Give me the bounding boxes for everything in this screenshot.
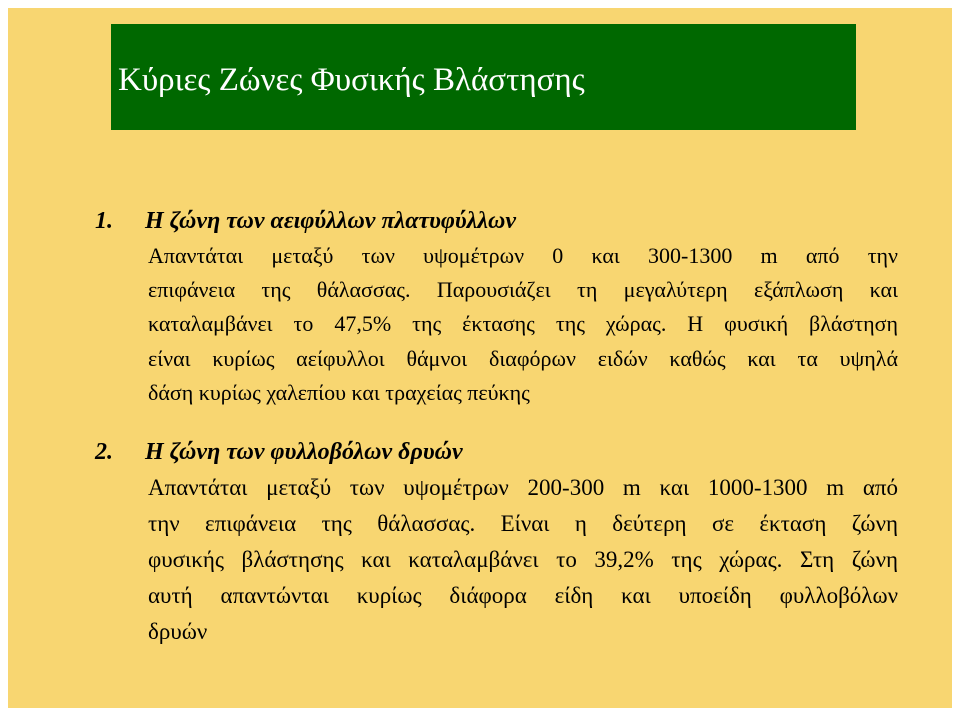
paragraph-line: καταλαμβάνει το 47,5% της έκτασης της χώρας. Η φυσική βλάστηση [148,311,898,336]
paragraph-line: αυτή απαντώνται κυρίως διάφορα είδη και υποείδη φυλλοβόλων [148,583,898,608]
paragraph-line: δρυών [148,619,208,644]
section-heading [95,205,516,237]
paragraph-line: δάση κυρίως χαλεπίου και τραχείας πεύκης [148,380,530,405]
slide-background [8,8,952,708]
paragraph-line: είναι κυρίως αείφυλλοι θάμνοι διαφόρων ειδών καθώς και τα υψηλά [148,346,898,371]
section-number: 1. [95,208,113,234]
slide-title: Κύριες Ζώνες Φυσικής Βλάστησης [118,62,585,98]
paragraph-line: Απαντάται μεταξύ των υψομέτρων 0 και 300-1300 m από την [148,243,898,268]
paragraph-line: φυσικής βλάστησης και καταλαμβάνει το 39,2% της χώρας. Στη ζώνη [148,547,898,572]
paragraph-line: Απαντάται μεταξύ των υψομέτρων 200-300 m και 1000-1300 m από [148,475,898,500]
paragraph-line: επιφάνεια της θάλασσας. Παρουσιάζει τη μεγαλύτερη εξάπλωση και [148,277,898,302]
section-title: Η ζώνη των φυλλοβόλων δρυών [145,439,463,465]
section-title: Η ζώνη των αειφύλλων πλατυφύλλων [145,208,516,234]
paragraph-line: την επιφάνεια της θάλασσας. Είναι η δεύτερη σε έκταση ζώνη [148,511,898,536]
section-heading [95,436,463,468]
section-number: 2. [95,439,113,465]
